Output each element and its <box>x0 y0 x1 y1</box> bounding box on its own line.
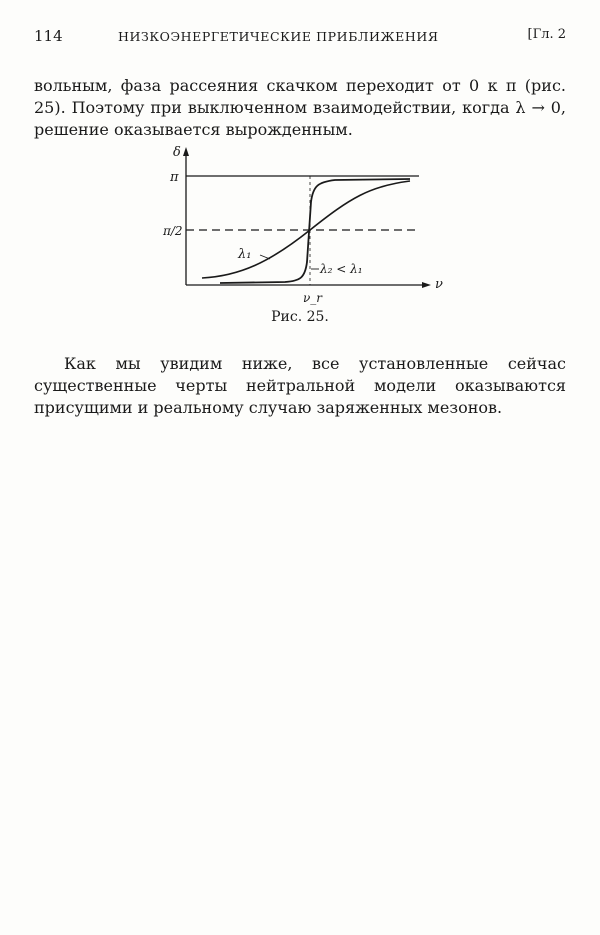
nu-axis-label: ν <box>435 277 443 292</box>
pi-tick-label: π <box>170 170 179 185</box>
y-axis-arrow <box>183 147 189 156</box>
phase-shift-chart <box>160 142 450 308</box>
figure-caption: Рис. 25. <box>271 309 329 325</box>
nu-r-tick-label: ν_r <box>303 291 323 305</box>
lambda1-label: λ₁ <box>238 247 252 262</box>
chapter-label: [Гл. 2 <box>527 27 566 42</box>
lambda2-label: λ₂ < λ₁ <box>320 262 363 276</box>
figure-25 <box>160 142 450 308</box>
paragraph-top: вольным, фаза рассеяния скачком переходит от 0 к π (рис. 25). Поэтому при выключенном взаимодействии, когда λ → 0, решение оказывается вырожденным. <box>34 76 566 139</box>
x-axis-arrow <box>422 282 431 288</box>
half-pi-tick-label: π/2 <box>163 224 183 238</box>
lambda1-pointer <box>260 255 270 259</box>
paragraph-bottom: Как мы увидим ниже, все установленные сейчас существенные черты нейтральной модели оказываются присущими и реальному случаю заряженных мезонов. <box>34 354 566 417</box>
page-header <box>34 27 566 49</box>
delta-label: δ <box>173 145 181 160</box>
running-title: НИЗКОЭНЕРГЕТИЧЕСКИЕ ПРИБЛИЖЕНИЯ <box>118 29 439 44</box>
page-number: 114 <box>34 27 63 45</box>
